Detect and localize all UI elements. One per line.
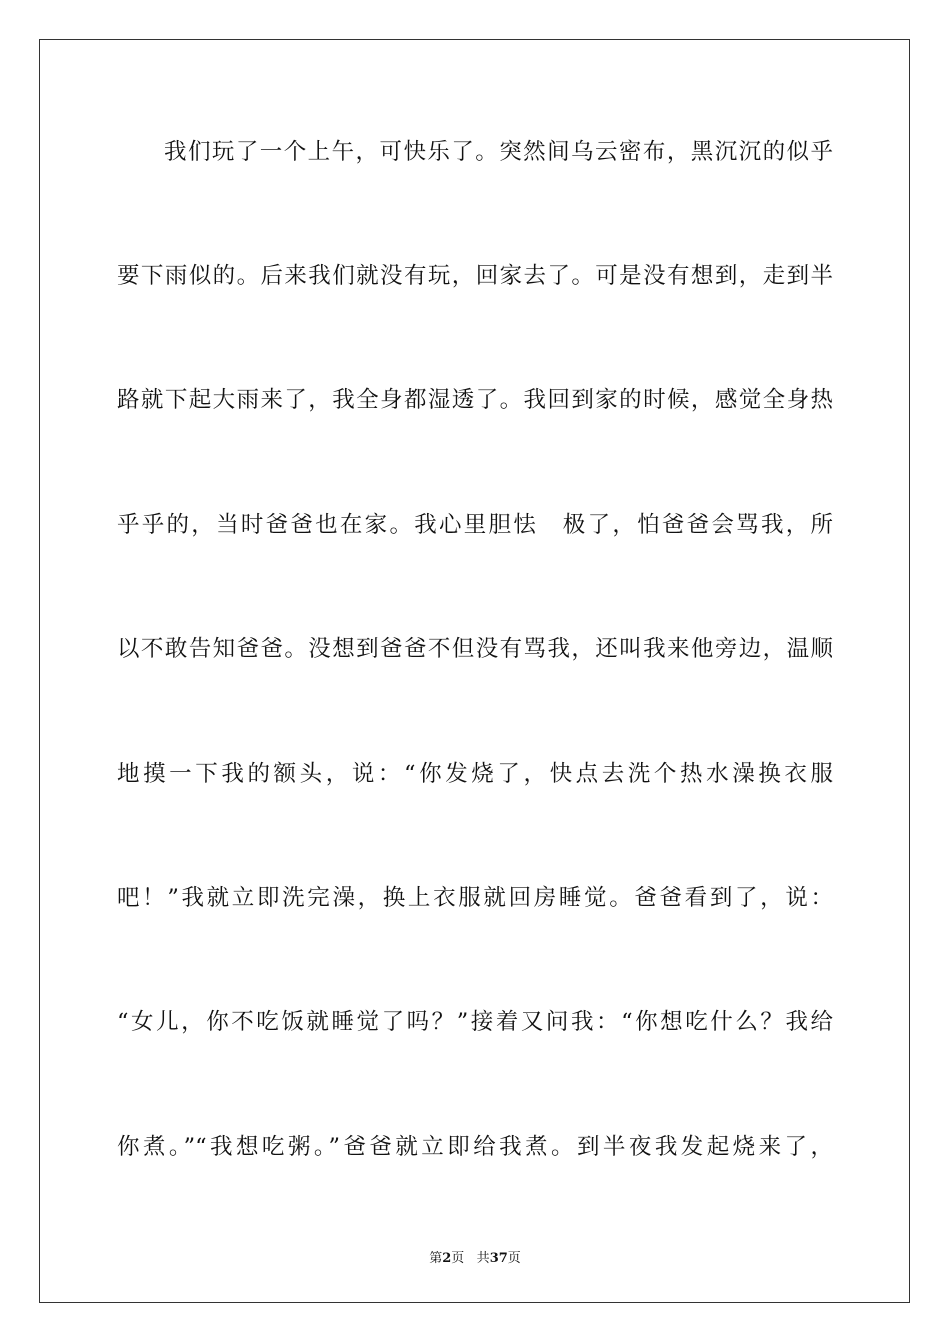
footer-total-prefix: 共 (476, 1251, 490, 1266)
text-line-4: 乎乎的，当时爸爸也在家。我心里胆怯 极了，怕爸爸会骂我，所 (117, 512, 833, 538)
footer-total-pages: 37 (489, 1251, 508, 1266)
footer-page-suffix: 页 (451, 1251, 465, 1266)
text-line-7: 吧！”我就立即洗完澡，换上衣服就回房睡觉。爸爸看到了，说： (117, 885, 833, 911)
page-border (39, 39, 910, 1303)
text-line-2: 要下雨似的。后来我们就没有玩，回家去了。可是没有想到，走到半 (117, 263, 833, 289)
page-footer (0, 1247, 950, 1266)
text-line-9: 你煮。”“我想吃粥。”爸爸就立即给我煮。到半夜我发起烧来了， (117, 1134, 833, 1160)
text-line-1: 我们玩了一个上午，可快乐了。突然间乌云密布，黑沉沉的似乎 (164, 139, 833, 165)
text-line-3: 路就下起大雨来了，我全身都湿透了。我回到家的时候，感觉全身热 (117, 387, 833, 413)
text-line-5: 以不敢告知爸爸。没想到爸爸不但没有骂我，还叫我来他旁边，温顺 (117, 636, 833, 662)
text-line-8: “女儿，你不吃饭就睡觉了吗？”接着又问我：“你想吃什么？我给 (117, 1009, 833, 1035)
footer-page-number: 2 (442, 1251, 452, 1266)
footer-prefix: 第 (429, 1251, 443, 1266)
text-line-6: 地摸一下我的额头，说：“你发烧了，快点去洗个热水澡换衣服 (117, 761, 833, 787)
footer-total-suffix: 页 (507, 1251, 521, 1266)
